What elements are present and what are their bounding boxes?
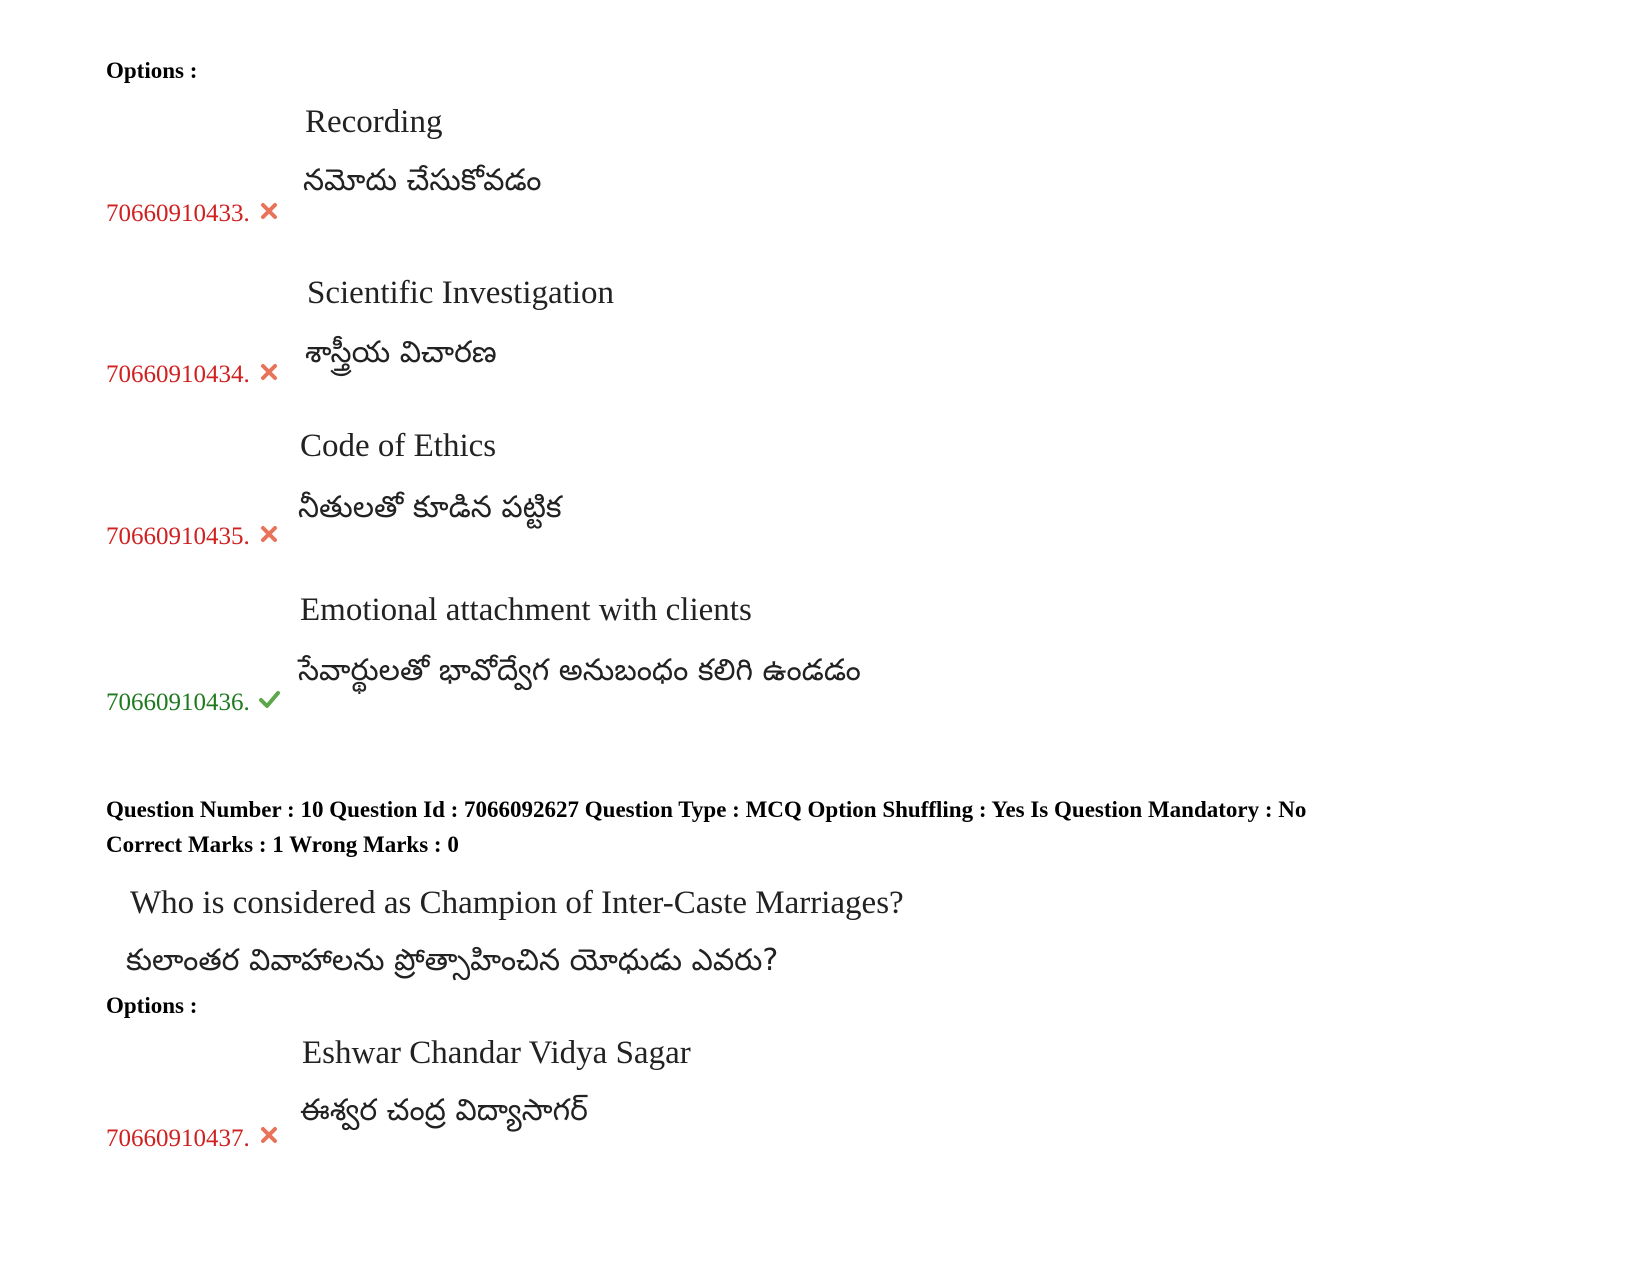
question-text-english: Who is considered as Champion of Inter-Caste Marriages? [130, 885, 904, 921]
option-text-telugu: శాస్త్రీయ విచారణ [305, 335, 497, 370]
option-text-english: Emotional attachment with clients [300, 592, 752, 628]
cross-icon [258, 1124, 280, 1146]
option-id: 70660910433. [106, 200, 250, 227]
option-text-telugu: ఈశ్వర చంద్ర విద్యాసాగర్ [300, 1093, 588, 1128]
option-text-english: Recording [305, 104, 443, 140]
option-text-english: Scientific Investigation [307, 275, 615, 311]
option-text-telugu: సేవార్థులతో భావోద్వేగ అనుబంధం కలిగి ఉండడం [298, 653, 861, 688]
cross-icon [258, 200, 280, 222]
option-text-english: Code of Ethics [300, 428, 497, 464]
marks-meta-line: Correct Marks : 1 Wrong Marks : 0 [106, 832, 459, 857]
cross-icon [258, 361, 280, 383]
option-text-telugu: నీతులతో కూడిన పట్టిక [298, 490, 562, 525]
option-id: 70660910434. [106, 361, 250, 388]
options-label: Options : [106, 58, 198, 83]
option-id: 70660910437. [106, 1125, 250, 1152]
option-text-english: Eshwar Chandar Vidya Sagar [302, 1035, 691, 1071]
option-text-telugu: నమోదు చేసుకోవడం [303, 163, 542, 198]
question-meta-line: Question Number : 10 Question Id : 7066092627 Question Type : MCQ Option Shuffling : Yes Is Question Mandatory : No [106, 797, 1307, 822]
cross-icon [258, 523, 280, 545]
question-text-telugu: కులాంతర వివాహాలను ప్రోత్సాహించిన యోధుడు ఎవరు? [126, 943, 779, 978]
check-icon [258, 688, 280, 710]
options-label: Options : [106, 993, 198, 1018]
option-id: 70660910436. [106, 689, 250, 716]
option-id: 70660910435. [106, 523, 250, 550]
